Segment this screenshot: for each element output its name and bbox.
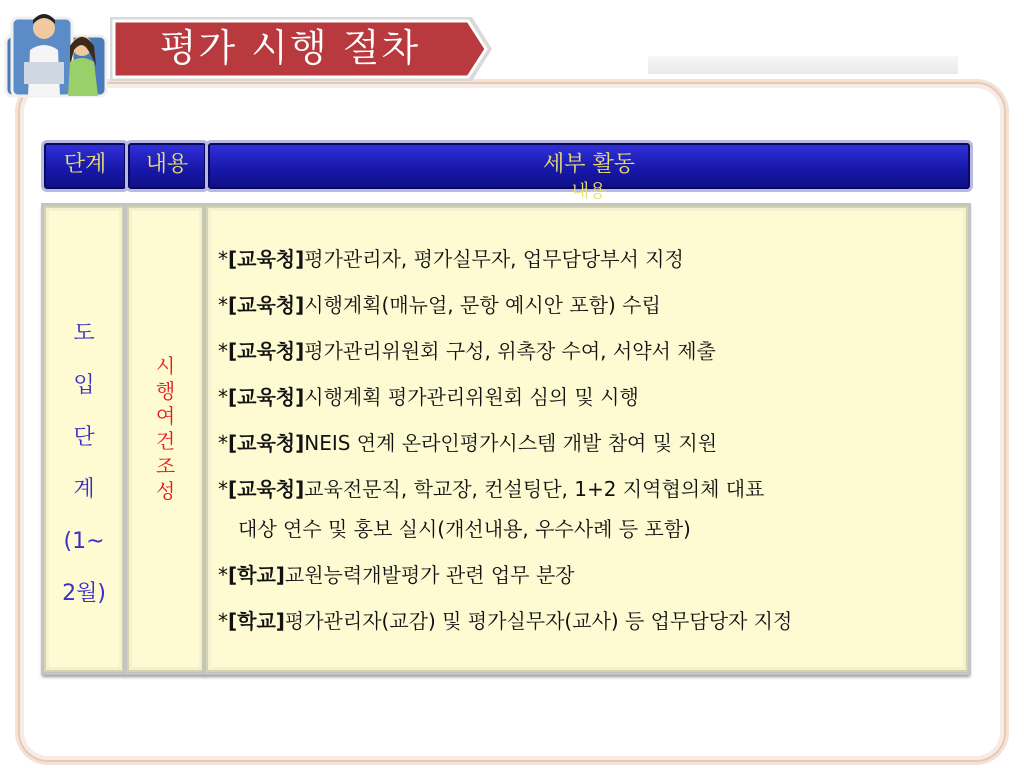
stage-line: 계 bbox=[73, 477, 95, 502]
stage-line: 2월) bbox=[62, 581, 106, 606]
stage-line: (1~ bbox=[63, 529, 105, 554]
top-decorative-strip bbox=[648, 56, 958, 74]
item-org: [학교] bbox=[228, 563, 285, 587]
item-text: 대상 연수 및 홍보 실시(개선내용, 우수사례 등 포함) bbox=[238, 517, 691, 541]
detail-cell bbox=[206, 206, 968, 672]
header-content bbox=[128, 143, 206, 189]
item-bullet: * bbox=[218, 385, 228, 409]
content-char: 조 bbox=[155, 454, 176, 478]
list-item bbox=[218, 374, 978, 420]
page-title: 평가 시행 절차 bbox=[159, 26, 421, 70]
list-item bbox=[218, 282, 978, 328]
stage-line: 단 bbox=[73, 425, 95, 450]
item-bullet: * bbox=[218, 563, 228, 587]
header-stage bbox=[44, 143, 126, 189]
item-text: 교육전문직, 학교장, 컨설팅단, 1+2 지역협의체 대표 bbox=[304, 477, 765, 501]
content-cell bbox=[127, 206, 204, 672]
item-bullet: * bbox=[218, 431, 228, 455]
item-org: [교육청] bbox=[228, 247, 305, 271]
item-bullet: * bbox=[218, 247, 228, 271]
item-org: [교육청] bbox=[228, 431, 305, 455]
item-org: [학교] bbox=[228, 609, 285, 633]
item-text: 평가관리자, 평가실무자, 업무담당부서 지정 bbox=[304, 247, 684, 271]
list-item bbox=[218, 328, 978, 374]
content-char: 행 bbox=[155, 379, 176, 403]
content-char: 여 bbox=[155, 404, 176, 428]
item-text: 평가관리자(교감) 및 평가실무자(교사) 등 업무담당자 지정 bbox=[284, 609, 793, 633]
item-text: 평가관리위원회 구성, 위촉장 수여, 서약서 제출 bbox=[304, 339, 716, 363]
title-banner bbox=[106, 14, 494, 84]
item-text: 시행계획 평가관리위원회 심의 및 시행 bbox=[304, 385, 639, 409]
item-bullet: * bbox=[218, 477, 228, 501]
stage-text bbox=[46, 308, 122, 620]
item-text: 시행계획(매뉴얼, 문항 예시안 포함) 수립 bbox=[304, 293, 661, 317]
list-item bbox=[218, 552, 978, 598]
header-detail-overflow: 내용 bbox=[571, 181, 607, 202]
item-org: [교육청] bbox=[228, 477, 305, 501]
item-org: [교육청] bbox=[228, 293, 305, 317]
item-org: [교육청] bbox=[228, 339, 305, 363]
header-stage-label: 단계 bbox=[63, 152, 107, 177]
content-char: 성 bbox=[155, 479, 176, 503]
header-detail-label: 세부 활동 bbox=[542, 152, 635, 177]
content-text bbox=[129, 354, 202, 504]
item-bullet: * bbox=[218, 609, 228, 633]
stage-line: 도 bbox=[73, 321, 95, 346]
stage-line: 입 bbox=[73, 373, 95, 398]
detail-list bbox=[218, 236, 978, 644]
list-item-continuation bbox=[218, 506, 978, 552]
header-detail bbox=[208, 143, 970, 202]
item-bullet: * bbox=[218, 339, 228, 363]
people-photo bbox=[4, 6, 110, 100]
content-char: 건 bbox=[155, 429, 176, 453]
list-item bbox=[218, 420, 978, 466]
item-bullet: * bbox=[218, 293, 228, 317]
item-text: NEIS 연계 온라인평가시스템 개발 참여 및 지원 bbox=[304, 431, 718, 455]
content-char: 시 bbox=[155, 354, 176, 378]
item-text: 교원능력개발평가 관련 업무 분장 bbox=[284, 563, 575, 587]
header-content-label: 내용 bbox=[145, 152, 189, 177]
item-org: [교육청] bbox=[228, 385, 305, 409]
list-item bbox=[218, 598, 978, 644]
list-item bbox=[218, 236, 978, 282]
stage-cell bbox=[44, 206, 124, 672]
